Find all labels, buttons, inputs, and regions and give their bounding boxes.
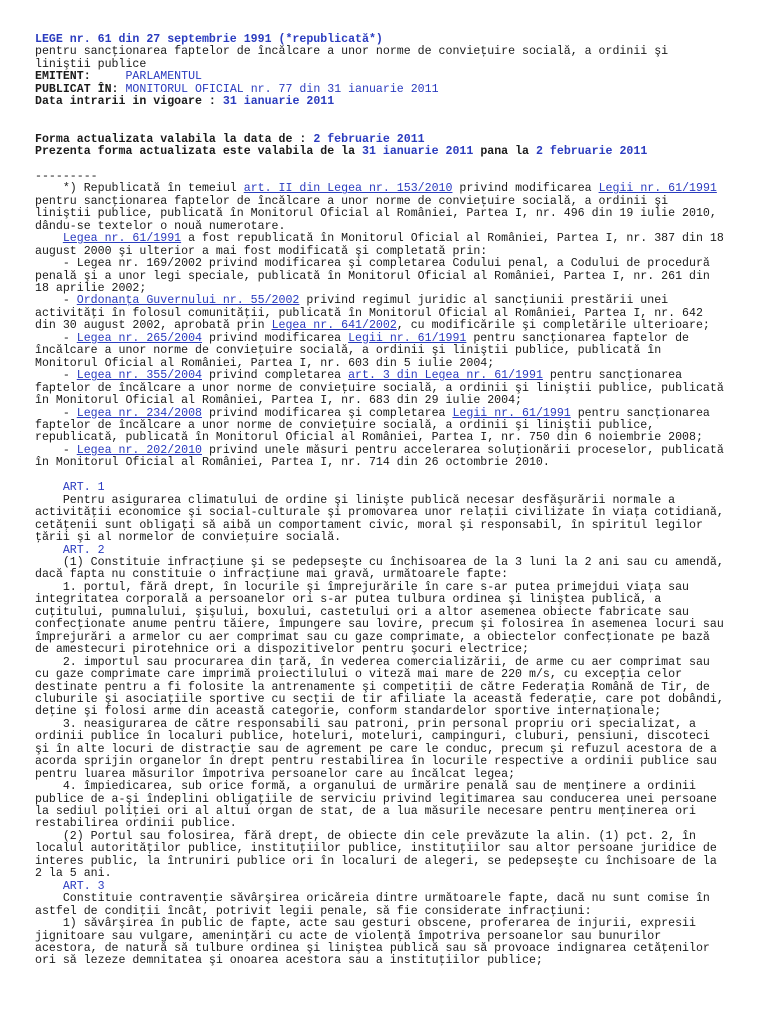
note-line: dându-se textelor o nouă numerotare.	[35, 219, 286, 233]
note-line: liniştii publice, publicată în Monitorul Oficial al României, Partea I, nr. 496 din 19 iulie 2010,	[35, 207, 717, 221]
art-2-text: acorda sprijin organelor în drept pentru restabilirea în locurile respective a ordinii publice sau	[35, 755, 717, 769]
art-1-heading-row	[35, 482, 768, 494]
separator: ---------	[35, 169, 98, 183]
note-text: , cu modificările şi completările ulterioare;	[396, 319, 710, 333]
art-2-text: publice de a-şi îndeplini obligaţiile de serviciu privind legitimarea sau conducerea unei persoane	[35, 792, 717, 806]
note-text: pentru sancţionarea faptelor de	[466, 331, 690, 345]
art-2-text: interes public, la întruniri publice ori în localuri de alegeri, se pedepseşte cu închisoare de la	[35, 854, 717, 868]
art-2-text: (1) Constituie infracţiune şi se pedepseşte cu închisoarea de la 3 luni la 2 ani sau cu amendă,	[35, 555, 724, 569]
emitent-label: EMITENT:	[35, 70, 91, 84]
art-2-text: integritatea corporală a persoanelor ori s-ar putea tulbura ordinea şi liniştea publică, a	[35, 593, 662, 607]
art-1-text: ţării şi al normelor de convieţuire socială.	[35, 531, 342, 545]
note-line: pentru sancţionarea faptelor de încălcare a unor norme de convieţuire socială, a ordinii şi	[35, 194, 669, 208]
art-3-text: jignitoare sau vulgare, ameninţări cu acte de violenţă împotriva persoanelor sau bunurilor	[35, 929, 662, 943]
law-title: LEGE nr. 61 din 27 septembrie 1991 (*republicată*)	[35, 33, 383, 46]
art-3-text: 1) săvârşirea în public de fapte, acte sau gesturi obscene, proferarea de injurii, expresii	[35, 917, 696, 931]
art-1-text: cetăţenii sunt obligaţi să aibă un comportament civic, moral şi responsabil, în spiritul legilor	[35, 518, 703, 532]
art-2-text: de amestecuri pirotehnice ori a dispozitivelor pentru şocuri electrice;	[35, 643, 529, 657]
art-2-text: pentru luarea măsurilor împotriva persoanelor care au încălcat legea;	[35, 767, 516, 781]
forma-from-date: 31 ianuarie 2011	[362, 145, 474, 159]
note-text: privind modificarea	[452, 182, 599, 196]
art-2-body	[35, 557, 768, 881]
art-2-text: cuţitului, pumnalului, şişului, boxului, castetului ori a altor asemenea obiecte fabricate sau	[35, 605, 689, 619]
note-text: pentru sancţionarea	[570, 406, 710, 420]
art-1-text: activităţii economice şi social-culturale şi promovarea unor relaţii civilizate în viaţa cotidiană,	[35, 506, 724, 520]
link-legea-641-2002[interactable]: Legea nr. 641/2002	[271, 319, 397, 333]
art-1-text: Pentru asigurarea climatului de ordine şi linişte publică necesar desfăşurării normale a	[35, 493, 676, 507]
art-1-heading: ART. 1	[62, 481, 105, 495]
link-legii-61-1991[interactable]: Legii nr. 61/1991	[452, 406, 571, 420]
art-2-text: şi în alte locuri de distracţie sau de agrement pe care le conduc, precum şi refuzul acestora de a	[35, 742, 717, 756]
art-2-text: la sediul poliţiei ori al altui organ de stat, de a lua măsurile necesare pentru menţinerea ori	[35, 805, 696, 819]
note-text: *) Republicată în temeiul	[35, 182, 244, 196]
note-text: pentru sancţionarea	[542, 369, 683, 383]
art-3-heading: ART. 3	[62, 879, 105, 893]
note-text: privind regimul juridic al sancţiunii prestării unei	[299, 294, 669, 308]
note-text: privind modificarea şi completarea	[201, 406, 453, 420]
art-2-text: 2. importul sau procurarea din ţară, în vederea comercializării, de arme cu aer comprimat sau	[35, 655, 710, 669]
note-text: privind completarea	[201, 369, 349, 383]
note-line: Monitorul Oficial al României, Partea I, nr. 603 din 5 iulie 2004;	[35, 356, 495, 370]
link-legea-355-2004[interactable]: Legea nr. 355/2004	[76, 369, 202, 383]
art-2-text: cu gaze comprimate care imprimă proiectilului o viteză mai mare de 220 m/s, cu excepţia celor	[35, 668, 683, 682]
note-line: august 2000 şi ulterior a mai fost modificată şi completată prin:	[35, 244, 488, 258]
note-line: încălcare a unor norme de convieţuire socială, a ordinii şi liniştii publice, publicată în	[35, 344, 662, 358]
art-2-text: deţine şi folosi arme din această categorie, conform standardelor sportive internaţionale;	[35, 705, 662, 719]
link-legea-265-2004[interactable]: Legea nr. 265/2004	[76, 331, 202, 345]
link-legea-61-1991[interactable]: Legea nr. 61/1991	[62, 232, 182, 246]
art-2-text: 1. portul, fără drept, în locurile şi împrejurările în care s-ar putea primejdui viaţa sau	[35, 580, 689, 594]
note-line: republicată, publicată în Monitorul Oficial al României, Partea I, nr. 750 din 6 noiembrie 2008;	[35, 431, 703, 445]
forma-range-label: Prezenta forma actualizata este valabila de la	[35, 145, 356, 159]
art-3-body	[35, 893, 768, 968]
note-line: - Legea nr. 234/2008 privind modificarea şi completarea Legii nr. 61/1991 pentru sancţionarea	[35, 406, 710, 420]
note-text: privind unele măsuri pentru accelerarea soluţionării proceselor, publicată	[201, 443, 724, 457]
publicat-value: MONITORUL OFICIAL nr. 77 din 31 ianuarie 2011	[125, 82, 439, 96]
note-line: activităţi în folosul comunităţii, publicată în Monitorul Oficial al României, Partea I, nr. 642	[35, 306, 703, 320]
art-2-text: confecţionate anume pentru tăiere, împungere sau lovire, precum şi folosirea în asemenea locuri sau	[35, 618, 724, 632]
forma-to-date: 2 februarie 2011	[535, 145, 648, 159]
art-2-text: restabilirea ordinii publice.	[35, 817, 237, 831]
link-legii-61-1991[interactable]: Legii nr. 61/1991	[598, 182, 717, 196]
law-subtitle-line: pentru sancţionarea faptelor de încălcare a unor norme de convieţuire socială, a ordinii şi	[35, 45, 669, 59]
link-legea-234-2008[interactable]: Legea nr. 234/2008	[76, 406, 202, 420]
art-2-text: dacă fapta nu constituie o infracţiune mai gravă, următoarele fapte:	[35, 568, 509, 582]
note-line: - Ordonanţa Guvernului nr. 55/2002 privind regimul juridic al sancţiunii prestării unei	[35, 294, 669, 308]
note-line: penală şi a unor legi speciale, publicată în Monitorul Oficial al României, Partea I, nr. 261 din	[35, 269, 710, 283]
note-line: 18 aprilie 2002;	[35, 282, 147, 296]
law-subtitle-line: liniştii publice	[35, 57, 147, 71]
art-2-text: 3. neasigurarea de către responsabili sau patroni, prin personal propriu ori specializat, a	[35, 717, 696, 731]
art-2-text: destinate pentru a fi folosite la antrenamente şi competiţii de către Federaţia Română de Tir, de	[35, 680, 710, 694]
forma-date: 2 februarie 2011	[313, 132, 425, 146]
note-line: faptelor de încălcare a unor norme de convieţuire socială, a ordinii şi liniştii publice, publicată	[35, 381, 724, 395]
note-line	[35, 183, 768, 195]
art-3-text: acestora, de natură să tulbure ordinea şi liniştea publică sau să provoace indignarea cetăţenilor	[35, 942, 710, 956]
forma-row-2	[35, 146, 768, 158]
art-2-heading: ART. 2	[62, 543, 105, 557]
link-legea-202-2010[interactable]: Legea nr. 202/2010	[76, 443, 202, 457]
forma-range-mid: pana la	[480, 145, 530, 159]
note-line: faptelor de încălcare a unor norme de convieţuire socială, a ordinii şi liniştii publice,	[35, 419, 655, 432]
intrare-label: Data intrarii in vigoare :	[35, 95, 216, 109]
note-text: din 30 august 2002, aprobată prin	[35, 319, 272, 333]
note-line: - Legea nr. 355/2004 privind completarea art. 3 din Legea nr. 61/1991 pentru sancţionarea	[35, 369, 683, 383]
art-2-text: localul autorităţilor publice, instituţiilor publice, instituţiilor sau altor persoane juridice de	[35, 842, 717, 856]
art-2-text: împrejurări a armelor cu aer comprimat sau cu gaze comprimate, a obiectelor confecţionate pe bază	[35, 630, 710, 644]
art-3-text: astfel de condiţii încât, potrivit legii penale, să fie considerate infracţiuni:	[35, 904, 592, 918]
link-og-55-2002[interactable]: Ordonanţa Guvernului nr. 55/2002	[76, 294, 300, 308]
note-line: - Legea nr. 202/2010 privind unele măsuri pentru accelerarea soluţionării proceselor, publicată	[35, 443, 724, 457]
note-line: în Monitorul Oficial al României, Partea I, nr. 683 din 29 iulie 2004;	[35, 394, 523, 408]
art-2-text: cluburile şi asociaţiile sportive cu secţii de tir afiliate la această federaţie, care pot dobândi,	[35, 692, 724, 706]
note-line: - Legea nr. 169/2002 privind modificarea şi completarea Codului penal, a Codului de procedură	[35, 257, 710, 271]
art-3-text: ori să lezeze demnitatea şi onoarea acestora sau a instituţiilor publice;	[35, 954, 543, 968]
link-art-ii-legea-153-2010[interactable]: art. II din Legea nr. 153/2010	[243, 182, 453, 196]
note-line	[35, 233, 768, 245]
link-art-3-legea-61-1991[interactable]: art. 3 din Legea nr. 61/1991	[348, 369, 543, 383]
art-2-text: ordinii publice în localuri publice, hoteluri, moteluri, campinguri, cluburi, pensiuni, discoteci	[35, 730, 710, 744]
forma-label: Forma actualizata valabila la data de :	[35, 132, 307, 146]
note-text: privind modificarea	[201, 331, 349, 345]
emitent-value: PARLAMENTUL	[125, 70, 202, 84]
art-2-text: (2) Portul sau folosirea, fără drept, de obiecte din cele prevăzute la alin. (1) pct. 2, în	[35, 829, 696, 843]
note-line: în Monitorul Oficial al României, Partea I, nr. 714 din 26 octombrie 2010.	[35, 456, 550, 470]
link-legii-61-1991[interactable]: Legii nr. 61/1991	[348, 331, 467, 345]
note-text: a fost republicată în Monitorul Oficial al României, Partea I, nr. 387 din 18	[181, 232, 724, 246]
note-line: - Legea nr. 265/2004 privind modificarea Legii nr. 61/1991 pentru sancţionarea faptelor de	[35, 331, 690, 345]
art-3-text: Constituie contravenţie săvârşirea oricăreia dintre următoarele fapte, dacă nu sunt comise în	[35, 892, 710, 906]
intrare-row	[35, 96, 768, 108]
art-2-text: 2 la 5 ani.	[35, 867, 112, 881]
intrare-value: 31 ianuarie 2011	[222, 95, 335, 109]
publicat-label: PUBLICAT ÎN:	[35, 82, 119, 96]
art-2-text: 4. împiedicarea, sub orice formă, a organului de urmărire penală sau de menţinere a ordinii	[35, 780, 696, 794]
